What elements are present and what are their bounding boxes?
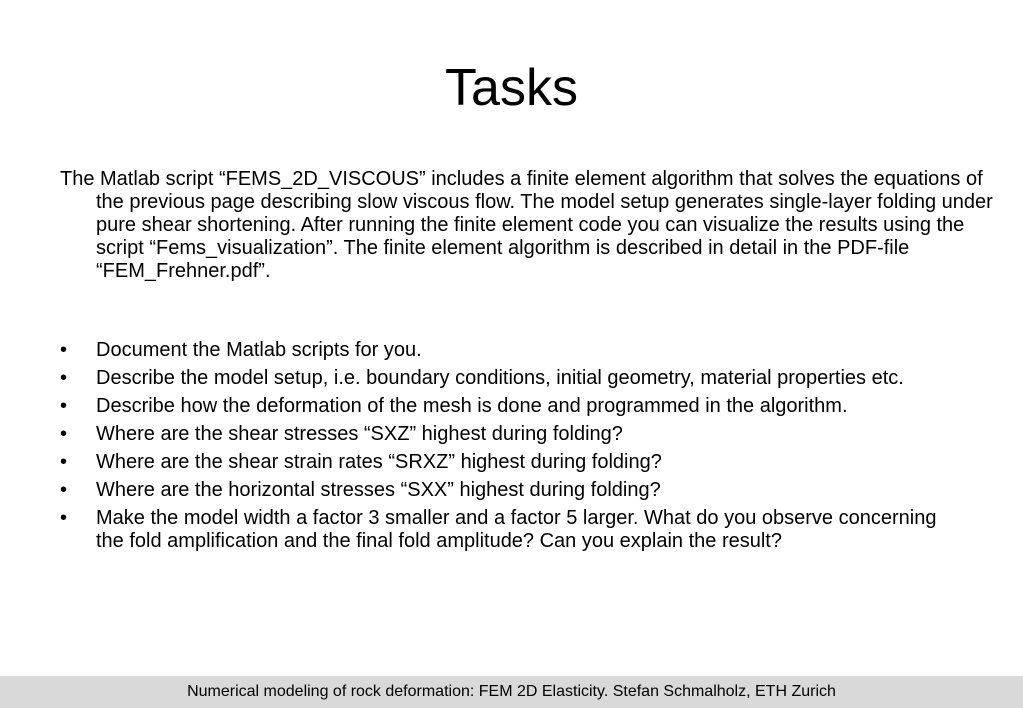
bullet-icon: • [60,395,68,417]
bullet-icon: • [60,339,68,361]
task-text: Where are the horizontal stresses “SXX” highest during folding? [96,479,661,501]
task-text: Describe how the deformation of the mesh is done and programmed in the algorithm. [96,395,848,417]
task-text: Make the model width a factor 3 smaller and a factor 5 larger. What do you observe concerning the fold amplification and the final fold amplitude? Can you explain the result? [96,507,937,552]
task-item [60,395,965,418]
bullet-icon: • [60,451,68,473]
task-item [60,423,965,446]
task-item [60,479,965,502]
bullet-icon: • [60,507,68,529]
task-item [60,451,965,474]
task-item [60,339,965,362]
slide-footer: Numerical modeling of rock deformation: FEM 2D Elasticity. Stefan Schmalholz, ETH Zurich [0,676,1023,708]
task-item [60,367,965,390]
intro-paragraph: The Matlab script “FEMS_2D_VISCOUS” includes a finite element algorithm that solves the equations of the previous page describing slow viscous flow. The model setup generates single-layer folding under pure shear shortening. After running the finite element code you can visualize the results using the script “Fems_visualization”. The finite element algorithm is described in detail in the PDF-file “FEM_Frehner.pdf”. [60,168,993,282]
slide-title: Tasks [445,59,578,117]
task-text: Where are the shear stresses “SXZ” highest during folding? [96,423,623,445]
task-list [60,339,965,558]
task-text: Document the Matlab scripts for you. [96,339,422,361]
task-item [60,507,965,553]
task-text: Describe the model setup, i.e. boundary conditions, initial geometry, material properties etc. [96,367,904,389]
bullet-icon: • [60,367,68,389]
bullet-icon: • [60,479,68,501]
task-text: Where are the shear strain rates “SRXZ” highest during folding? [96,451,662,473]
bullet-icon: • [60,423,68,445]
